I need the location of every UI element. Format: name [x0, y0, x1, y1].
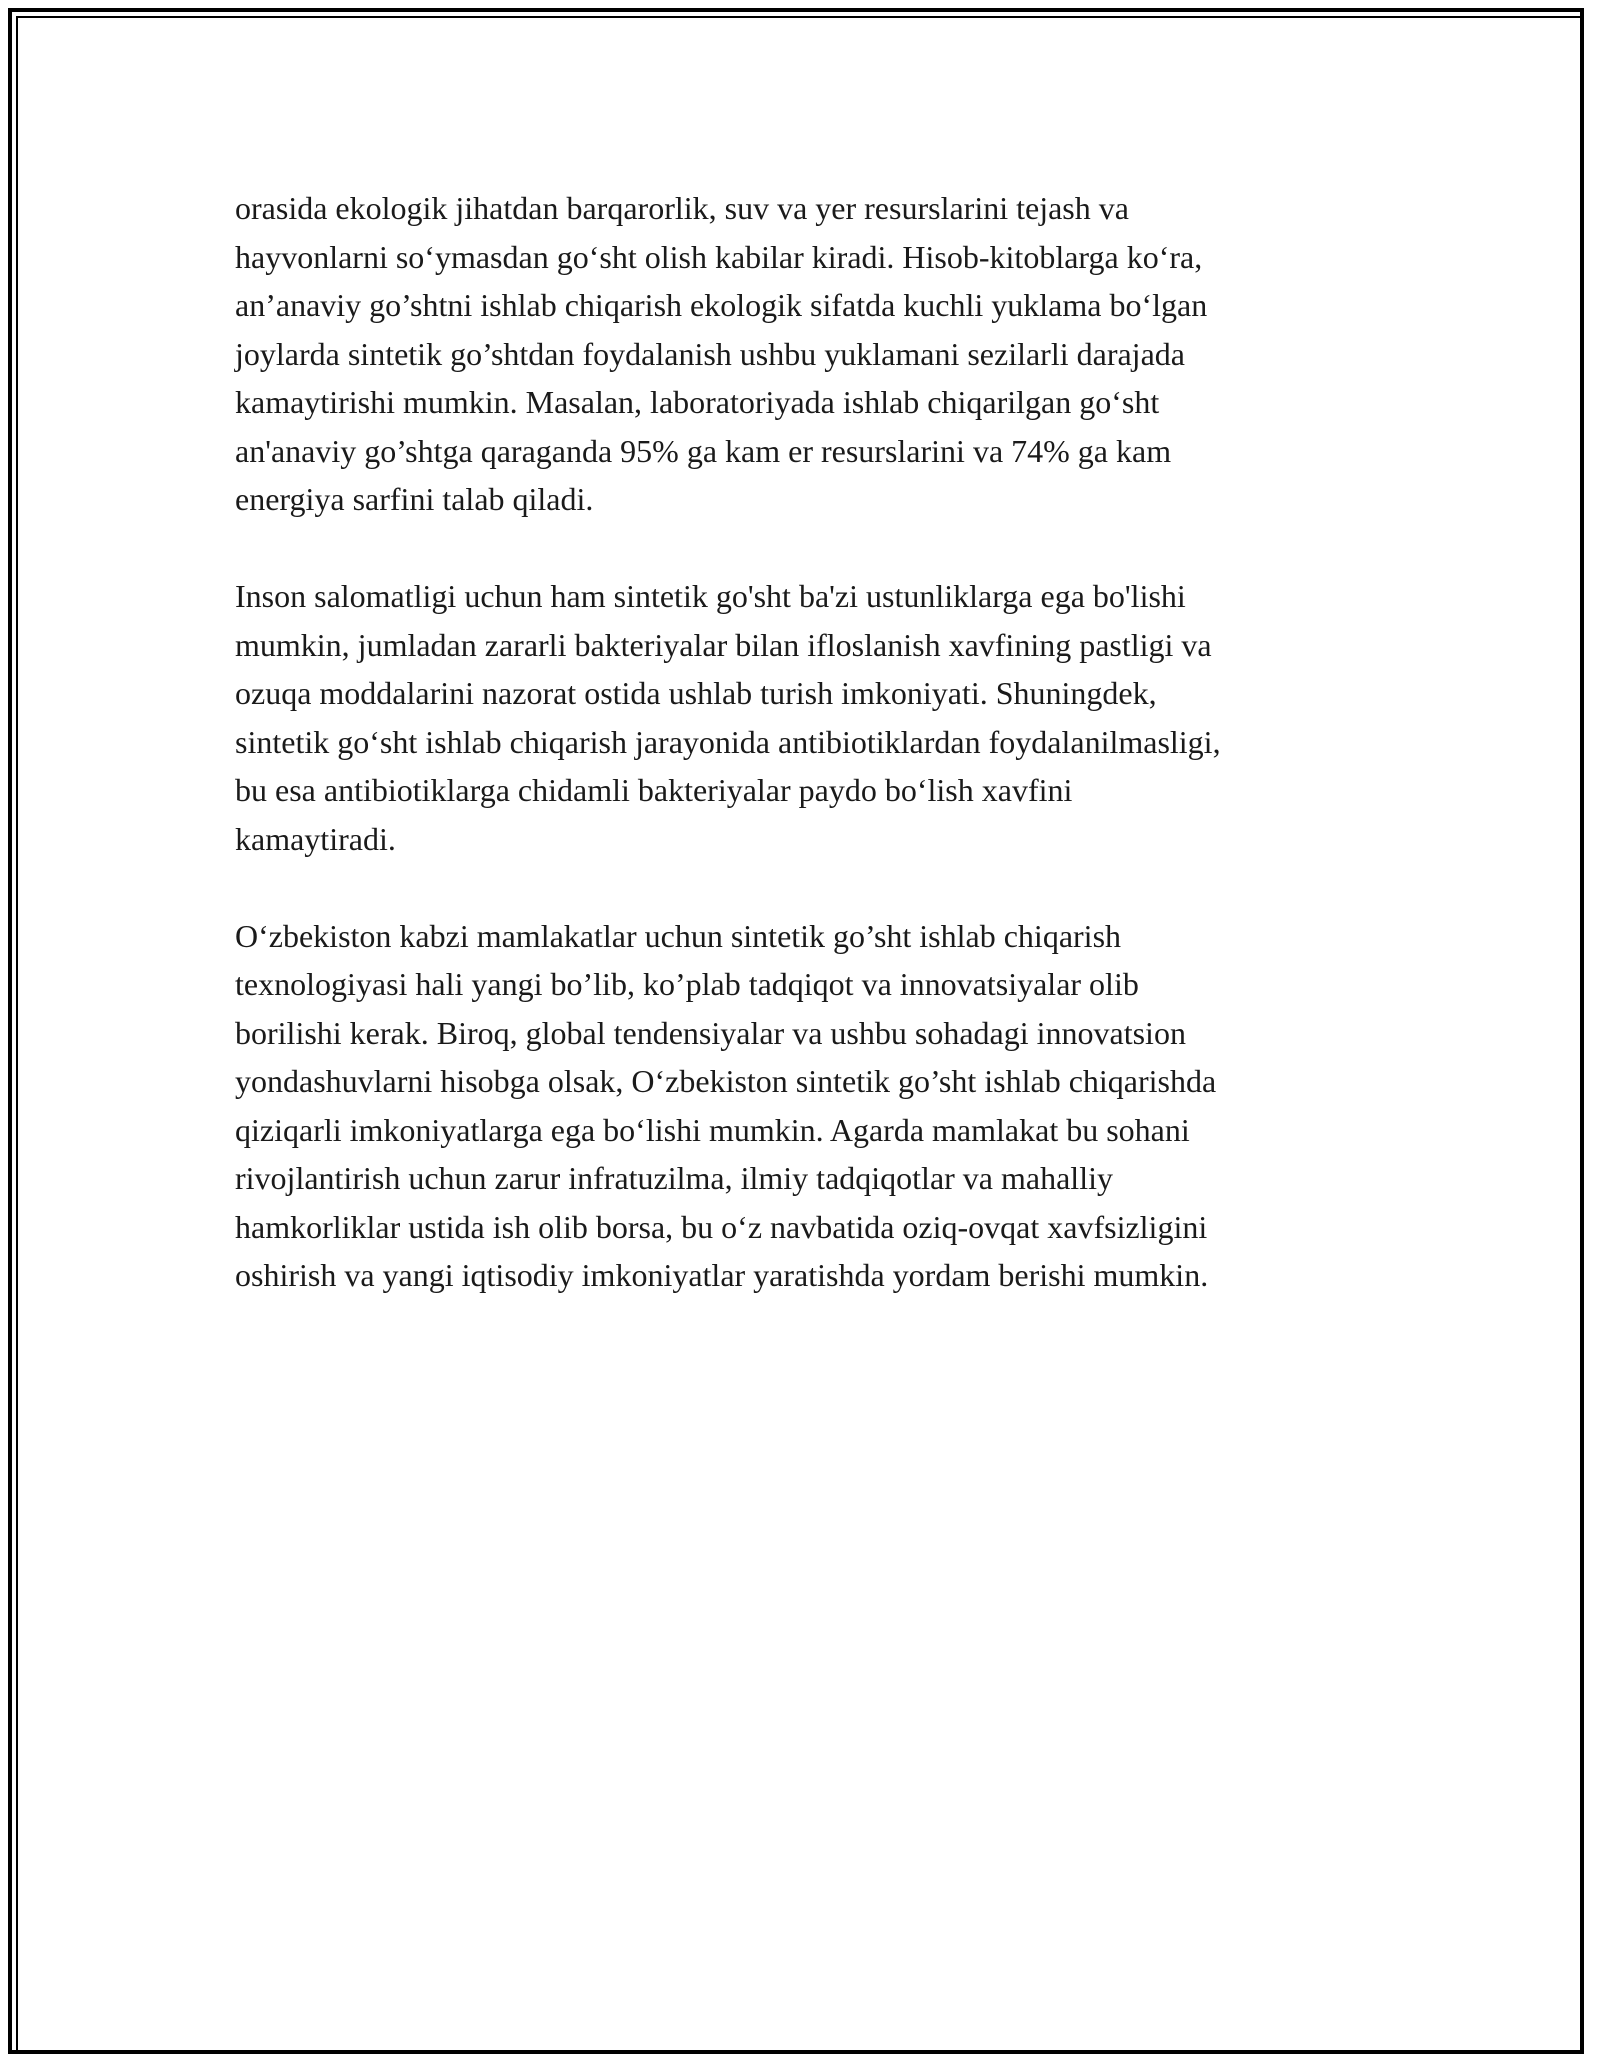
text-line: borilishi kerak. Biroq, global tendensiyalar va ushbu sohadagi innovatsion [235, 1014, 1186, 1051]
text-line: yondashuvlarni hisobga olsak, O‘zbekiston sintetik go’sht ishlab chiqarishda [235, 1063, 1217, 1099]
text-line: mumkin, jumladan zararli bakteriyalar bilan ifloslanish xavfining pastligi va [235, 626, 1212, 663]
text-line: qiziqarli imkoniyatlarga ega bo‘lishi mumkin. Agarda mamlakat bu sohani [235, 1111, 1190, 1148]
text-line: rivojlantirish uchun zarur infratuzilma, ilmiy tadqiqotlar va mahalliy [235, 1160, 1113, 1196]
text-line: energiya sarfini talab qiladi. [235, 481, 594, 517]
text-line: orasida ekologik jihatdan barqarorlik, suv va yer resurslarini tejash va [235, 190, 1129, 226]
text-line: oshirish va yangi iqtisodiy imkoniyatlar yaratishda yordam berishi mumkin. [235, 1257, 1209, 1293]
paragraph-3 [235, 912, 1385, 1300]
document-body [235, 184, 1385, 1348]
text-line: kamaytirishi mumkin. Masalan, laboratoriyada ishlab chiqarilgan go‘sht [235, 384, 1160, 420]
text-line: joylarda sintetik go’shtdan foydalanish ushbu yuklamani sezilarli darajada [235, 335, 1185, 372]
text-line: an’anaviy go’shtni ishlab chiqarish ekologik sifatda kuchli yuklama bo‘lgan [235, 287, 1208, 323]
text-line: bu esa antibiotiklarga chidamli bakteriyalar paydo bo‘lish xavfini [235, 772, 1073, 808]
text-line: hayvonlarni so‘ymasdan go‘sht olish kabilar kiradi. Hisob-kitoblarga ko‘ra, [235, 238, 1203, 275]
text-line: texnologiyasi hali yangi bo’lib, ko’plab tadqiqot va innovatsiyalar olib [235, 966, 1139, 1002]
text-line: O‘zbekiston kabzi mamlakatlar uchun sintetik go’sht ishlab chiqarish [235, 917, 1122, 954]
text-line: an'anaviy go’shtga qaraganda 95% ga kam er resurslarini va 74% ga kam [235, 432, 1172, 469]
text-line: hamkorliklar ustida ish olib borsa, bu o‘z navbatida oziq-ovqat xavfsizligini [235, 1208, 1208, 1245]
paragraph-2 [235, 572, 1385, 863]
text-line: ozuqa moddalarini nazorat ostida ushlab turish imkoniyati. Shuningdek, [235, 675, 1157, 711]
text-line: kamaytiradi. [235, 820, 396, 857]
text-line: Inson salomatligi uchun ham sintetik go'sht ba'zi ustunliklarga ega bo'lishi [235, 578, 1186, 614]
paragraph-1 [235, 184, 1385, 524]
text-line: sintetik go‘sht ishlab chiqarish jarayonida antibiotiklardan foydalanilmasligi, [235, 723, 1221, 760]
